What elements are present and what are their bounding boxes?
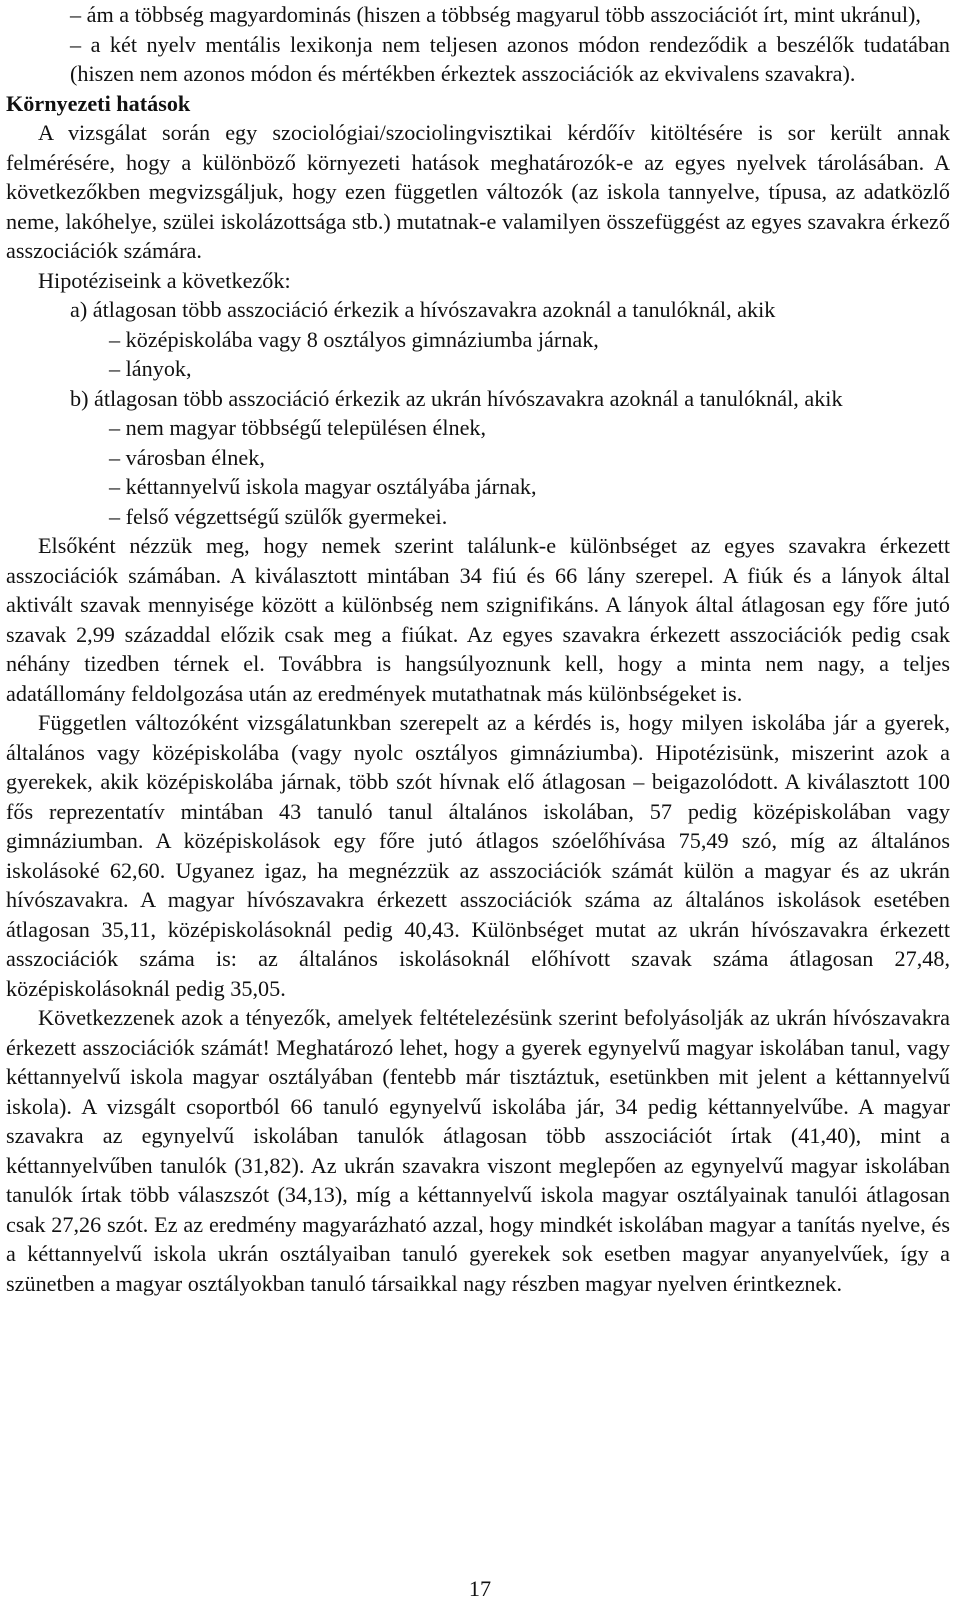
- document-page: [6, 0, 950, 1298]
- list-item: – lányok,: [109, 356, 192, 381]
- paragraph: Következzenek azok a tényezők, amelyek feltételezésünk szerint befolyásolják az ukrán hívószavakra érkezett asszociációk számát! Meghatározó lehet, hogy a gyerek egynyelvű magyar iskolában tanul, vagy kéttannyelvű iskola magyar osztályában (fentebb már tisztáztuk, esetünkben mit jelent a kéttannyelvű iskola). A vizsgált csoportból 66 tanuló egynyelvű iskolába jár, 34 pedig kéttannyelvűbe. A magyar szavakra az egynyelvű iskolában tanulók átlagosan több asszociációt írtak (41,40), mint a kéttannyelvűben tanulók (31,82). Az ukrán szavakra viszont meglepően az egynyelvű magyar iskolában tanulók írtak több válaszszót (34,13), míg a kéttannyelvű iskola magyar osztályainak tanulói átlagosan csak 27,26 szót. Ez az eredmény magyarázható azzal, hogy mindkét iskolában magyar a tanítás nyelve, és a kéttannyelvű iskola ukrán osztályaiban tanuló gyerekek sok esetben magyar anyanyelvűek, így a szünetben a magyar osztályokban tanuló társaikkal nagy részben magyar nyelven érintkeznek.: [6, 1005, 950, 1296]
- paragraph: Független változóként vizsgálatunkban szerepelt az a kérdés is, hogy milyen iskolába jár a gyerek, általános vagy középiskolába (vagy nyolc osztályos gimnáziumba). Hipotézisünk, miszerint azok a gyerekek, akik középiskolába járnak, több szót hívnak elő átlagosan – beigazolódott. A kiválasztott 100 fős reprezentatív mintában 43 tanuló tanul általános iskolában, 57 pedig középiskolában vagy gimnáziumban. A középiskolások egy főre jutó átlagos szóelőhívása 75,49 szó, míg az általános iskolásoké 62,60. Ugyanez igaz, ha megnézzük az asszociációk számát külön a magyar és az ukrán hívószavakra. A magyar hívószavakra érkezett asszociációk száma az általános iskolások esetében átlagosan 35,11, középiskolásoknál pedig 40,43. Különbséget mutat az ukrán hívószavakra érkezett asszociációk száma is: az általános iskolásoknál előhívott szavak száma átlagosan 27,48, középiskolásoknál pedig 35,05.: [6, 710, 950, 1001]
- hypotheses-label: Hipotéziseink a következők:: [38, 267, 291, 293]
- paragraph: Elsőként nézzük meg, hogy nemek szerint találunk-e különbséget az egyes szavakra érkezett asszociációk számában. A kiválasztott mintában 34 fiú és 66 lány szerepel. A fiúk és a lányok által aktivált szavak mennyisége között a különbség nem szignifikáns. A lányok által átlagosan egy főre jutó szavak 2,99 századdal előzik csak meg a fiúkat. Az egyes szavakra érkezett asszociációk pedig csak néhány tizedben térnek el. Továbbra is hangsúlyoznunk kell, hogy a minta nem nagy, a teljes adatállomány feldolgozása után az eredmények mutathatnak más különbségeket is.: [6, 533, 950, 706]
- section-heading: Környezeti hatások: [6, 90, 191, 116]
- list-item: – középiskolába vagy 8 osztályos gimnáziumba járnak,: [109, 326, 599, 352]
- list-item: – nem magyar többségű településen élnek,: [109, 415, 487, 440]
- page-number: 17: [468, 1576, 492, 1601]
- list-item: – kéttannyelvű iskola magyar osztályába járnak,: [109, 474, 537, 499]
- list-item: – ám a többség magyardominás (hiszen a többség magyarul több asszociációt írt, mint ukránul),: [70, 2, 921, 27]
- hypothesis-a: a) átlagosan több asszociáció érkezik a hívószavakra azoknál a tanulóknál, akik: [70, 297, 776, 322]
- hypothesis-b: b) átlagosan több asszociáció érkezik az ukrán hívószavakra azoknál a tanulóknál, akik: [70, 385, 843, 411]
- list-item: – felső végzettségű szülők gyermekei.: [109, 503, 448, 529]
- paragraph: A vizsgálat során egy szociológiai/szociolingvisztikai kérdőív kitöltésére is sor került annak felmérésére, hogy a különböző környezeti hatások meghatározók-e az egyes nyelvek tárolásában. A következőkben megvizsgáljuk, hogy ezen független változók (az iskola tannyelve, típusa, az adatközlő neme, lakóhelye, szülei iskolázottsága stb.) mutatnak-e valamilyen összefüggést az egyes szavakra érkező asszociációk számára.: [6, 120, 950, 263]
- list-item: – városban élnek,: [109, 444, 265, 470]
- list-item: – a két nyelv mentális lexikonja nem teljesen azonos módon rendeződik a beszélők tudatában (hiszen nem azonos módon és mértékben érkeztek asszociációk az ekvivalens szavakra).: [70, 31, 950, 86]
